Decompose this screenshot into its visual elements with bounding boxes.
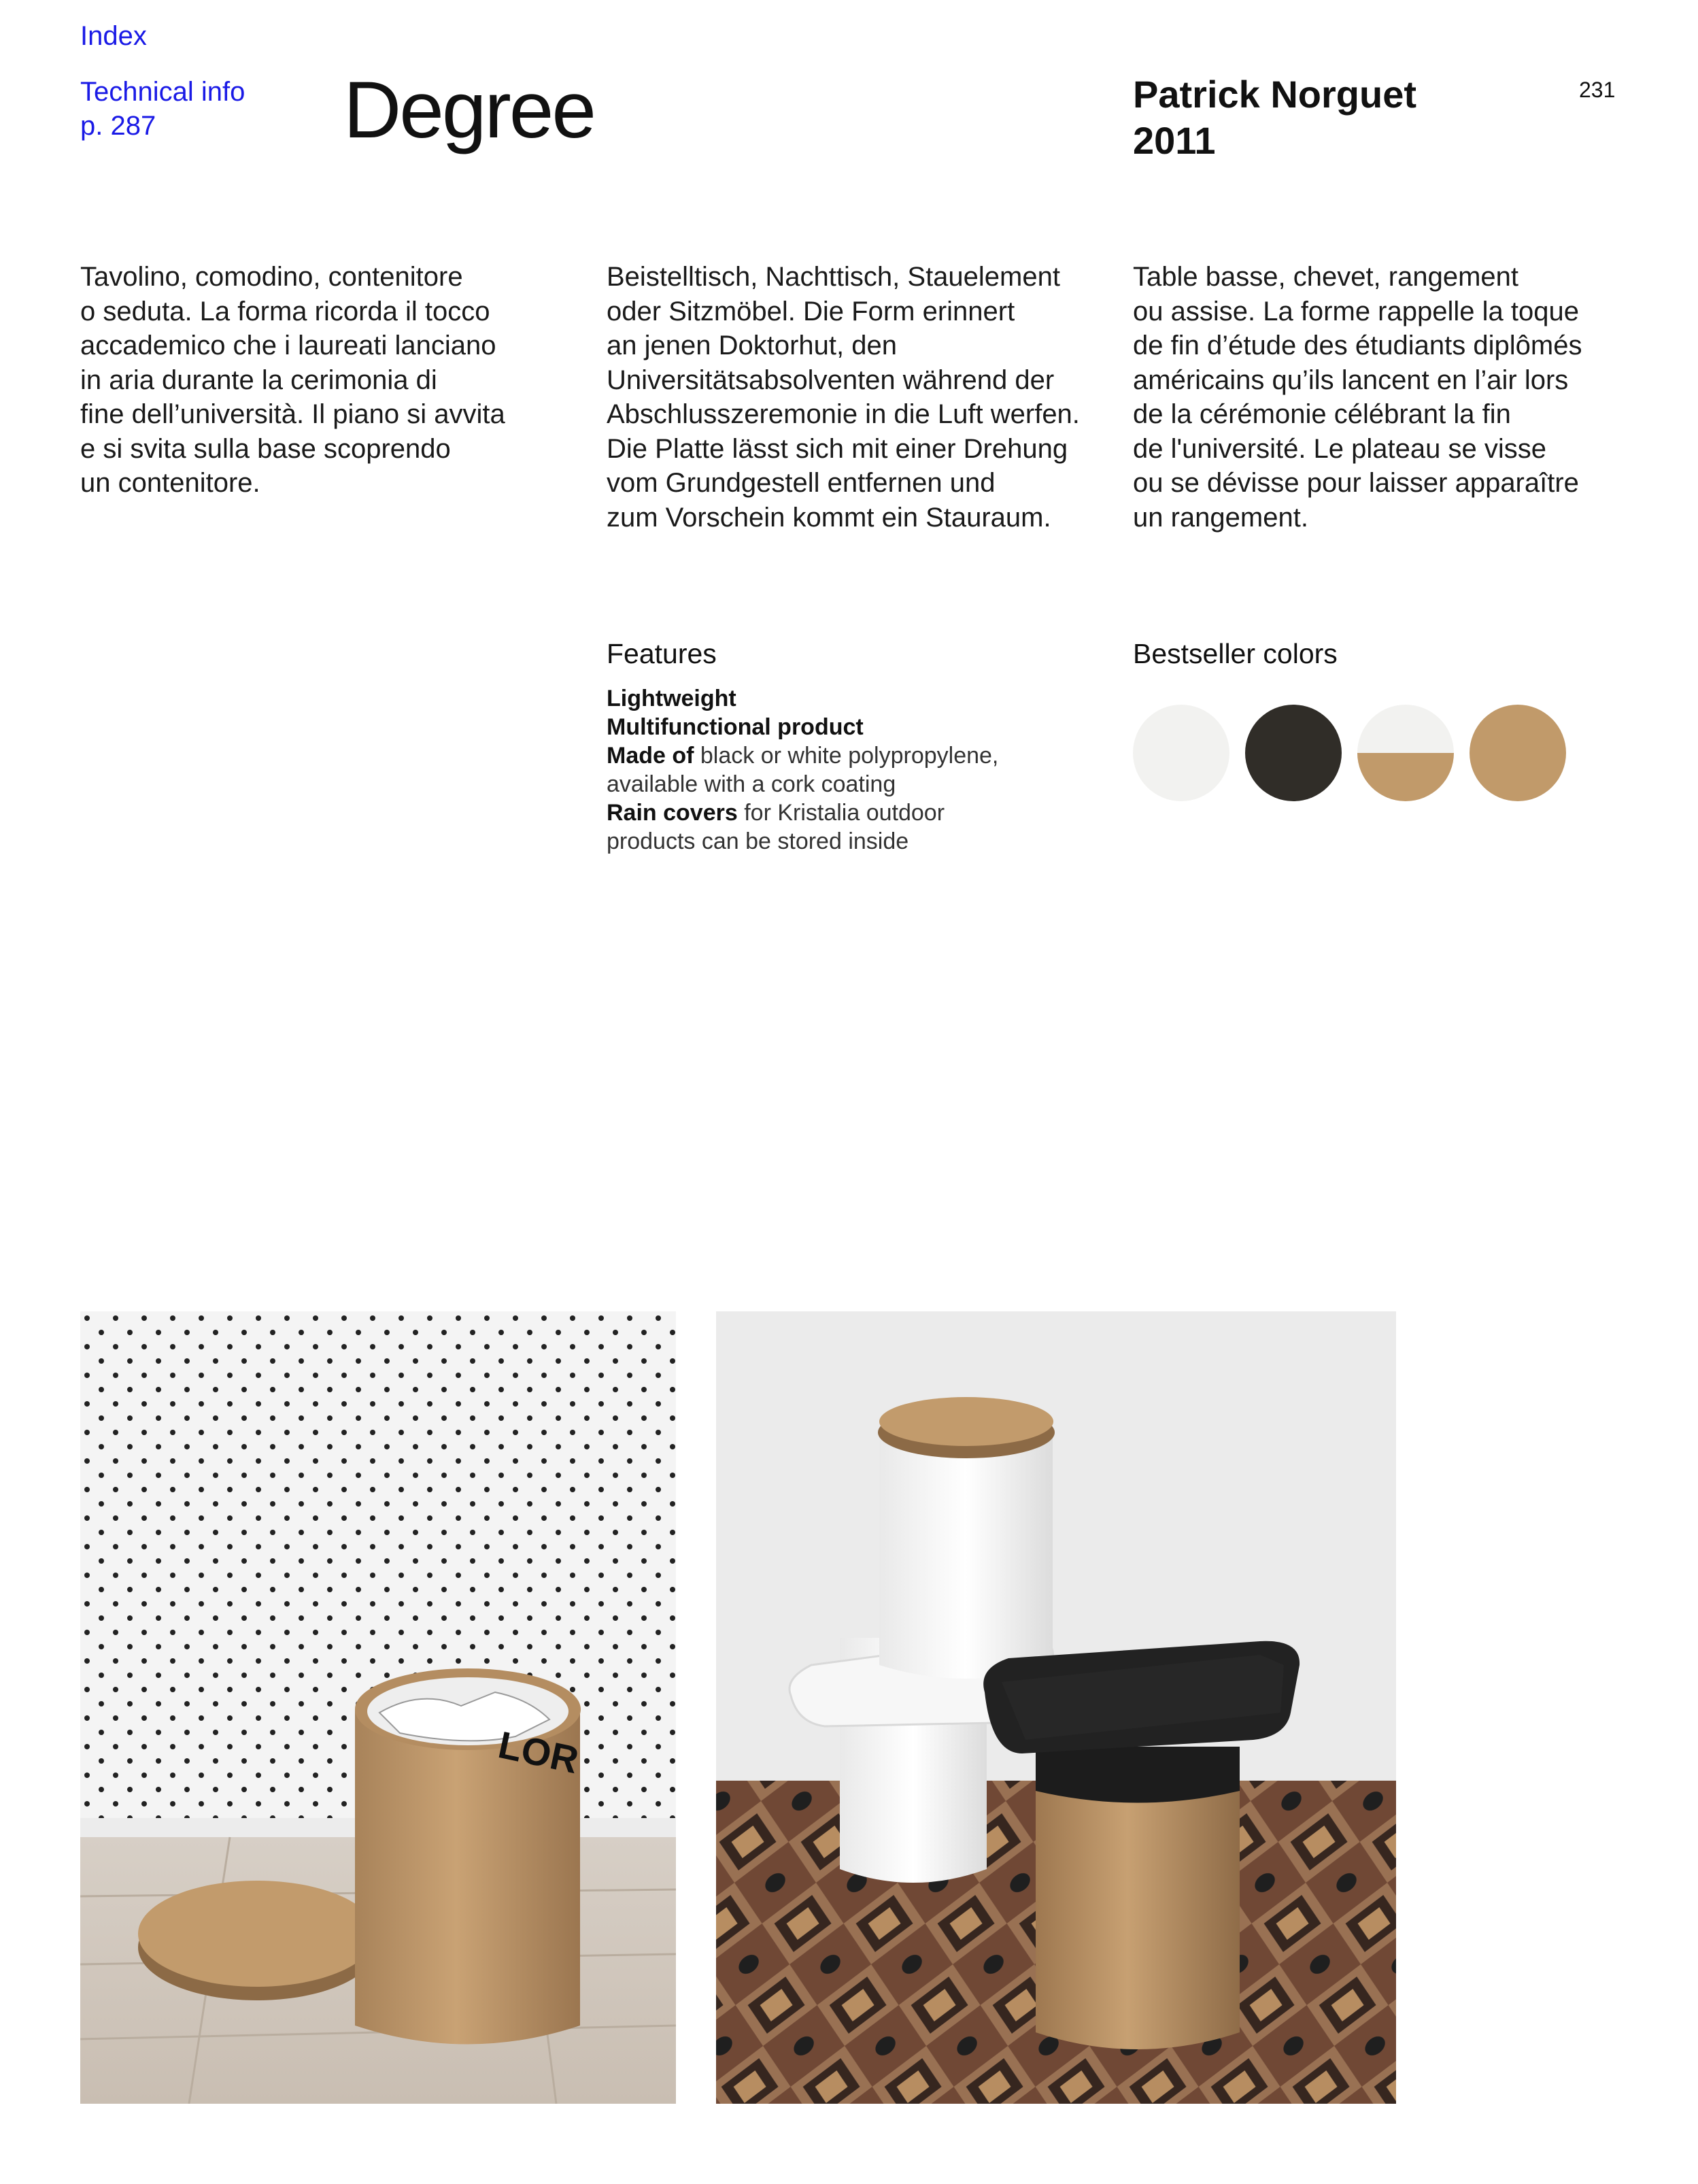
description-line: Die Platte lässt sich mit einer Drehung: [607, 433, 1068, 464]
feature-detail: for Kristalia outdoor: [737, 800, 945, 826]
technical-info-page-link[interactable]: p. 287: [80, 111, 156, 141]
feature-line: [607, 713, 998, 741]
feature-term: Multifunctional product: [607, 714, 864, 740]
feature-detail: available with a cork coating: [607, 771, 896, 797]
description-line: Table basse, chevet, rangement: [1133, 262, 1519, 292]
technical-info-link[interactable]: Technical info: [80, 77, 245, 107]
description-line: vom Grundgestell entfernen und: [607, 468, 996, 498]
feature-term: Lightweight: [607, 686, 736, 711]
feature-line: [607, 741, 998, 770]
description-line: Universitätsabsolventen während der: [607, 365, 1055, 395]
description-german: [607, 260, 1096, 535]
description-line: américains qu’ils lancent en l’air lors: [1133, 365, 1569, 395]
color-swatch-black: [1245, 705, 1342, 801]
description-line: ou assise. La forme rappelle la toque: [1133, 296, 1579, 326]
description-line: oder Sitzmöbel. Die Form erinnert: [607, 296, 1015, 326]
description-italian: [80, 260, 570, 501]
product-title: Degree: [343, 65, 595, 155]
feature-term: Rain covers: [607, 800, 738, 826]
description-line: Abschlusszeremonie in die Luft werfen.: [607, 399, 1080, 429]
color-swatch-cork: [1470, 705, 1566, 801]
description-line: Tavolino, comodino, contenitore: [80, 262, 463, 292]
feature-line: [607, 827, 998, 856]
description-line: de fin d’étude des étudiants diplômés: [1133, 331, 1582, 360]
description-line: in aria durante la cerimonia di: [80, 365, 437, 395]
color-swatch-white-cork: [1357, 705, 1454, 801]
left-photo-print-text: LOR: [494, 1723, 583, 1782]
description-line: o seduta. La forma ricorda il tocco: [80, 296, 490, 326]
description-line: de la cérémonie célébrant la fin: [1133, 399, 1511, 429]
feature-line: [607, 770, 998, 799]
features-list: [607, 684, 998, 856]
product-photo-cork-container: [80, 1311, 676, 2104]
feature-term: Made of: [607, 743, 694, 769]
product-photo-stacked-tables: [716, 1311, 1396, 2104]
description-french: [1133, 260, 1623, 535]
index-link[interactable]: Index: [80, 21, 147, 51]
description-line: zum Vorschein kommt ein Stauraum.: [607, 502, 1051, 533]
features-heading: Features: [607, 638, 717, 669]
color-swatch-white: [1133, 705, 1229, 801]
description-line: un contenitore.: [80, 468, 260, 498]
design-year: 2011: [1133, 119, 1216, 162]
feature-line: [607, 799, 998, 827]
feature-line: [607, 684, 998, 713]
description-line: e si svita sulla base scoprendo: [80, 433, 451, 464]
description-line: Beistelltisch, Nachttisch, Stauelement: [607, 262, 1060, 292]
description-line: un rangement.: [1133, 502, 1308, 533]
feature-detail: products can be stored inside: [607, 828, 909, 854]
description-line: de l'université. Le plateau se visse: [1133, 433, 1546, 464]
description-line: accademico che i laureati lanciano: [80, 331, 496, 360]
feature-detail: black or white polypropylene,: [694, 743, 999, 769]
bestseller-colors-heading: Bestseller colors: [1133, 638, 1338, 669]
description-line: an jenen Doktorhut, den: [607, 331, 897, 360]
description-line: ou se dévisse pour laisser apparaître: [1133, 468, 1579, 498]
description-line: fine dell’università. Il piano si avvita: [80, 399, 505, 429]
designer-name: Patrick Norguet: [1133, 73, 1416, 116]
page-number: 231: [1579, 78, 1616, 102]
